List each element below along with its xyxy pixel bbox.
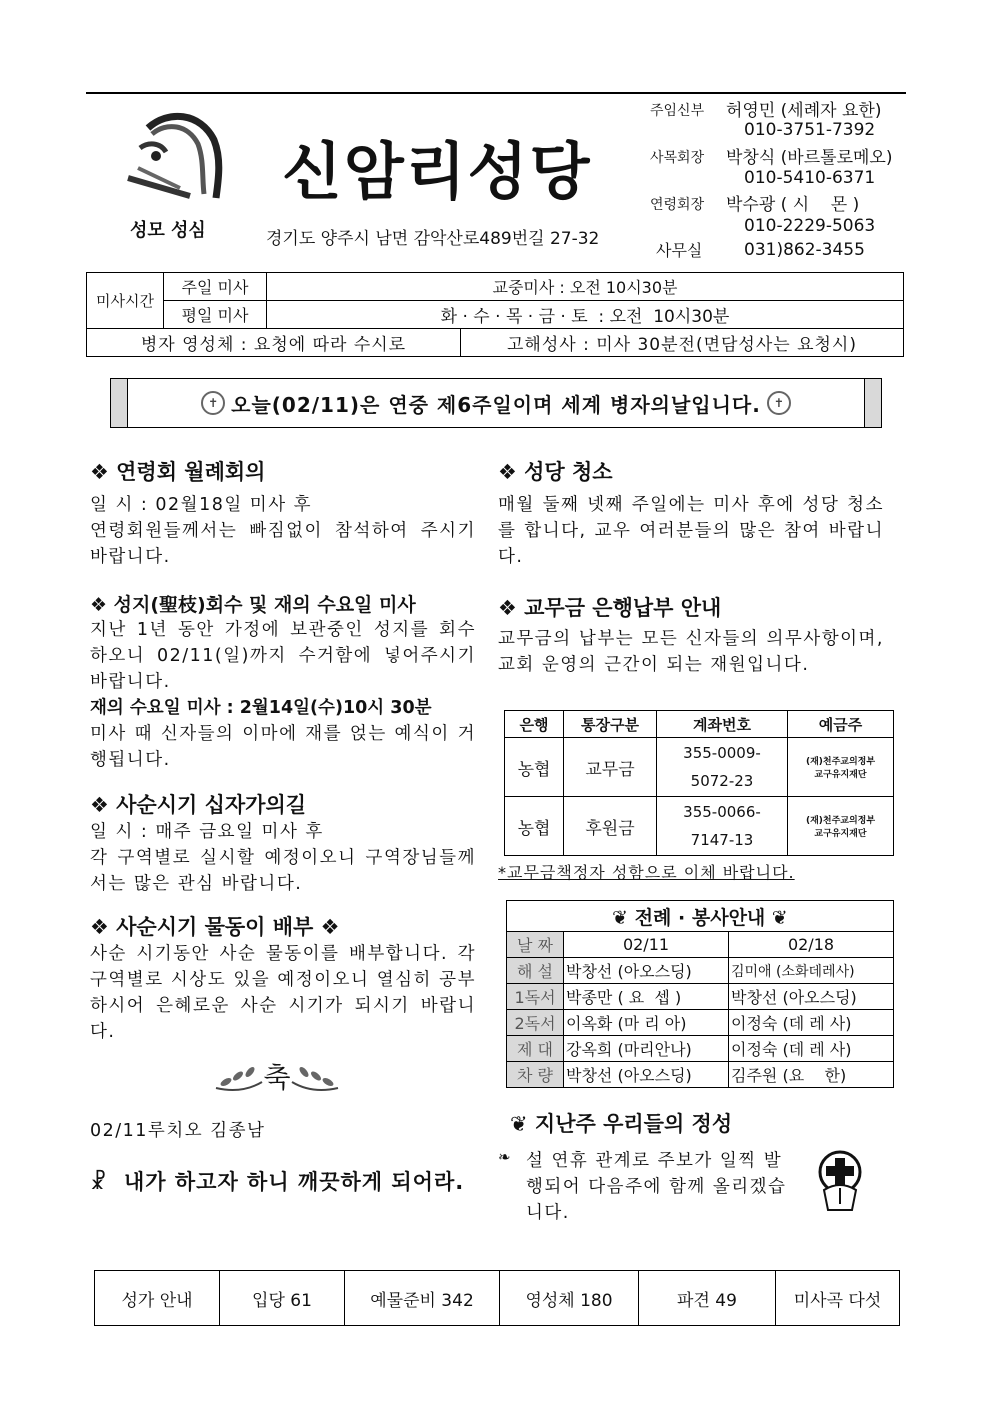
hymn-label: 성가 안내	[95, 1271, 220, 1326]
logo	[118, 108, 238, 208]
contact-phone: 031)862-3455	[744, 240, 865, 260]
sunday-label: 주일 미사	[164, 273, 267, 301]
table-row	[505, 738, 894, 797]
mass-schedule-table	[86, 272, 904, 357]
account-cell	[657, 797, 788, 856]
bank-cell: 후원금	[564, 797, 657, 856]
body-text: 매월 둘째 넷째 주일에는 미사 후에 성당 청소를 합니다, 교우 여러분들의 많은 참여 바랍니다.	[498, 495, 884, 567]
mass-label: 미사시간	[87, 273, 164, 329]
bank-cell: 농협	[505, 797, 564, 856]
holder-cell	[788, 797, 894, 856]
bank-header: 통장구분	[564, 711, 657, 738]
diamond-bullet-icon: ❖	[498, 460, 525, 484]
duty-role: 2독서	[507, 1010, 564, 1036]
diamond-bullet-icon: ❖	[498, 596, 525, 620]
praying-cross-icon	[812, 1150, 868, 1212]
table-row	[505, 797, 894, 856]
contact-name: 박창식 (바르톨로메오)	[726, 148, 893, 168]
body-text: 설 연휴 관계로 주보가 일찍 발행되어 다음주에 함께 올리겠습니다.	[526, 1151, 787, 1223]
cross-badge-icon: ✝	[201, 391, 225, 415]
chi-rho-icon: ☧	[90, 1170, 108, 1194]
body-text: 사순 시기동안 사순 물동이를 배부합니다. 각 구역별로 시상도 있을 예정이오니 열심히 공부 하시어 은혜로운 사순 시기가 되시기 바랍니다.	[90, 944, 476, 1042]
contact-name: 박수광 ( 시 몬 )	[726, 195, 860, 215]
section-title: ❖ 사순시기 십자가의길	[90, 793, 307, 817]
contact-role: 주임신부	[650, 103, 705, 119]
table-row	[507, 932, 894, 958]
contact-phone: 010-3751-7392	[744, 120, 876, 140]
duty-role: 제 대	[507, 1036, 564, 1062]
body-text: 일 시 : 02월18일 미사 후	[90, 495, 313, 515]
celebration-ornament	[212, 1052, 342, 1098]
diamond-bullet-icon: ❖	[313, 915, 340, 939]
motto	[90, 1168, 482, 1196]
duty-role: 1독서	[507, 984, 564, 1010]
parish-title: 신암리성당	[282, 135, 592, 208]
body-text: 교무금의 납부는 모든 신자들의 의무사항이며, 교회 운영의 근간이 되는 재원입니다.	[498, 629, 884, 675]
duty-person: 김미애 (소화데레사)	[729, 958, 894, 984]
contact-phone: 010-5410-6371	[744, 168, 876, 188]
holder-name: (재)천주교의정부	[805, 757, 876, 767]
duty-title: ❦ 전례 · 봉사안내 ❦	[507, 901, 894, 932]
table-row	[507, 1062, 894, 1088]
duty-role: 차 량	[507, 1062, 564, 1088]
sick-communion: 병자 영성체 : 요청에 따라 수시로	[87, 329, 461, 357]
table-row	[507, 1036, 894, 1062]
bank-header: 예금주	[788, 711, 894, 738]
sunday-value: 교중미사 : 오전 10시30분	[267, 273, 904, 301]
weekday-value: 화 · 수 · 목 · 금 · 토 : 오전 10시30분	[267, 301, 904, 329]
account-cell	[657, 738, 788, 797]
duty-person: 박창선 (아오스딩)	[564, 1062, 729, 1088]
contact-phone: 010-2229-5063	[744, 216, 876, 236]
diamond-bullet-icon: ❖	[90, 915, 117, 939]
heart-emblem-icon	[118, 108, 238, 208]
body-text: 재의 수요일 미사 : 2월14일(수)10시 30분	[90, 698, 432, 718]
table-row	[507, 984, 894, 1010]
banner	[110, 378, 882, 428]
body-text: 각 구역별로 실시할 예정이오니 구역장님들께서는 많은 관심 바랍니다.	[90, 848, 476, 894]
duty-table	[506, 900, 894, 1088]
banner-text: 오늘(02/11)은 연중 제6주일이며 세계 병자의날입니다.	[231, 392, 761, 417]
weekday-label: 평일 미사	[164, 301, 267, 329]
duty-person: 박창선 (아오스딩)	[729, 984, 894, 1010]
duty-person: 이정숙 (데 레 사)	[729, 1036, 894, 1062]
body-text: 미사 때 신자들의 이마에 재를 얹는 예식이 거행됩니다.	[90, 724, 476, 770]
account-number: 355-0009-	[683, 744, 761, 762]
table-row	[507, 1010, 894, 1036]
hymn-table	[94, 1270, 900, 1326]
duty-person: 박종만 ( 요 셉 )	[564, 984, 729, 1010]
body-text: 일 시 : 매주 금요일 미사 후	[90, 822, 324, 842]
table-row	[507, 958, 894, 984]
feast-day: 02/11루치오 김종남	[90, 1121, 266, 1141]
offering-note	[498, 1148, 798, 1226]
section-title: ❖ 연령회 월례회의	[90, 460, 266, 484]
bank-table	[504, 710, 894, 856]
body-text: 지난 1년 동안 가정에 보관중인 성지를 회수하오니 02/11(일)까지 수거함에 넣어주시기 바랍니다.	[90, 620, 476, 692]
duty-date: 02/18	[729, 932, 894, 958]
account-number: 7147-13	[690, 831, 754, 849]
section-title: ❖ 성당 청소	[498, 460, 613, 484]
duty-person: 박창선 (아오스딩)	[564, 958, 729, 984]
contact-role: 사목회장	[650, 150, 705, 166]
bank-note: *교무금책정자 성함으로 이체 바랍니다.	[498, 863, 795, 882]
logo-caption: 성모 성심	[130, 220, 206, 241]
bank-header: 계좌번호	[657, 711, 788, 738]
diamond-bullet-icon: ❖	[90, 460, 117, 484]
hymn-entry: 미사곡 다섯	[776, 1271, 900, 1326]
section-title: ❦ 지난주 우리들의 정성	[510, 1112, 733, 1136]
table-row	[95, 1271, 900, 1326]
account-number: 5072-23	[690, 772, 754, 790]
section-title: ❖ 성지(聖枝)회수 및 재의 수요일 미사	[90, 594, 416, 616]
right-column	[498, 456, 884, 678]
contact-role: 연령회장	[650, 197, 705, 213]
holder-name: 교구유지재단	[814, 770, 867, 780]
hymn-entry: 파견 49	[639, 1271, 776, 1326]
duty-person: 이옥화 (마 리 아)	[564, 1010, 729, 1036]
hymn-entry: 영성체 180	[500, 1271, 639, 1326]
holder-name: 교구유지재단	[814, 829, 867, 839]
duty-date: 02/11	[564, 932, 729, 958]
left-column	[90, 456, 476, 1045]
contact-role: 사무실	[656, 241, 703, 260]
hymn-entry: 예물준비 342	[345, 1271, 500, 1326]
bank-header: 은행	[505, 711, 564, 738]
contact-name: 허영민 (세례자 요한)	[726, 101, 882, 121]
section-title: ❖ 교무금 은행납부 안내	[498, 596, 722, 620]
top-rule	[86, 92, 906, 94]
fleuron-icon: ❦	[510, 1112, 535, 1136]
holder-cell	[788, 738, 894, 797]
duty-role: 해 설	[507, 958, 564, 984]
floral-bullet-icon: ❧	[498, 1148, 511, 1166]
diamond-bullet-icon: ❖	[90, 793, 117, 817]
cross-badge-icon: ✝	[767, 391, 791, 415]
diamond-bullet-icon: ❖	[90, 594, 114, 616]
celebrate-glyph: 축	[263, 1061, 291, 1094]
duty-person: 김주원 (요 한)	[729, 1062, 894, 1088]
hymn-entry: 입당 61	[220, 1271, 345, 1326]
address: 경기도 양주시 남면 감악산로489번길 27-32	[266, 229, 600, 249]
body-text: 연령회원들께서는 빠짐없이 참석하여 주시기 바랍니다.	[90, 521, 476, 567]
duty-person: 강옥희 (마리안나)	[564, 1036, 729, 1062]
duty-person: 이정숙 (데 레 사)	[729, 1010, 894, 1036]
duty-role: 날 짜	[507, 932, 564, 958]
motto-text: 내가 하고자 하니 깨끗하게 되어라.	[124, 1170, 465, 1194]
bank-cell: 교무금	[564, 738, 657, 797]
praying-figure	[812, 1150, 868, 1212]
holder-name: (재)천주교의정부	[805, 816, 876, 826]
account-number: 355-0066-	[683, 803, 761, 821]
bank-cell: 농협	[505, 738, 564, 797]
section-title: ❖ 사순시기 물동이 배부 ❖	[90, 915, 340, 939]
confession: 고해성사 : 미사 30분전(면담성사는 요청시)	[461, 329, 904, 357]
